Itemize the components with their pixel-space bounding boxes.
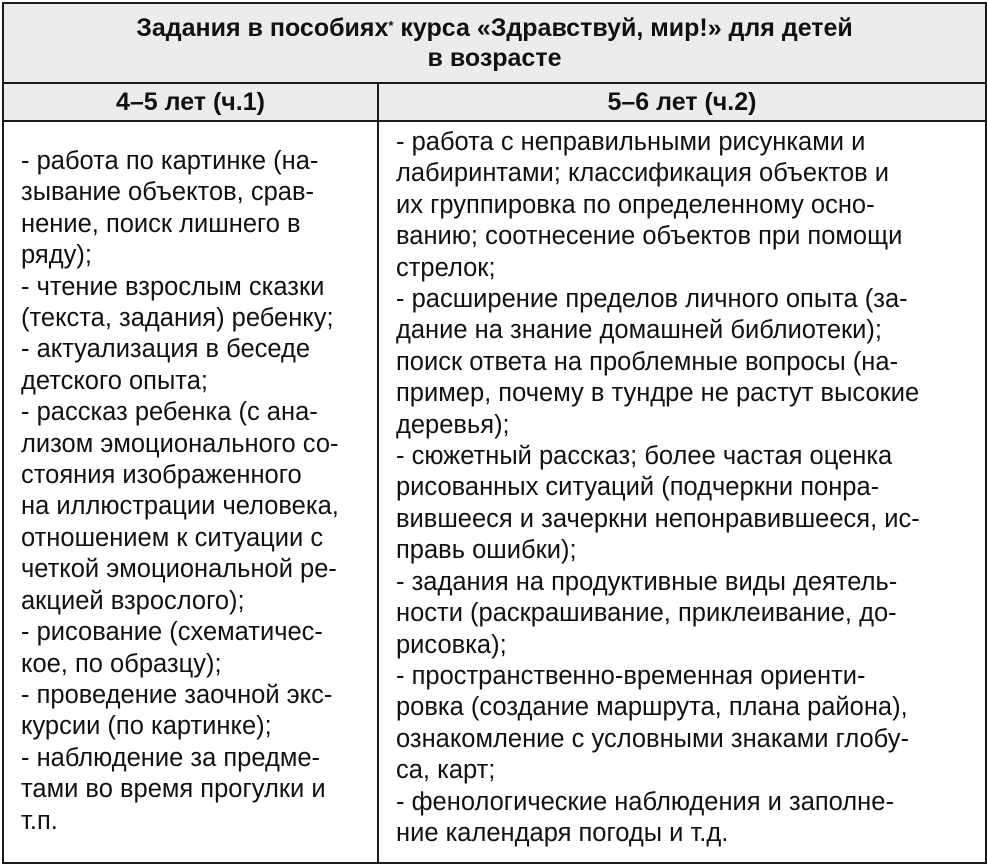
list-item: - чтение взрослым сказки (текста, задания) ребенку; bbox=[21, 272, 334, 333]
list-item: - фенологические наблюдения и заполне- ние календаря погоды и т.д. bbox=[396, 787, 894, 847]
list-item: - работа по картинке (на- зывание объектов, срав- нение, поиск лишнего в ряду); bbox=[21, 147, 319, 270]
list-item: - актуализация в беседе детского опыта; bbox=[21, 335, 311, 395]
list-item: - рассказ ребенка (с ана- лизом эмоционального со- стояния изображенного на иллюстрации человека, отношением к ситуации с четкой эмоциональной ре- акцией взрослого); bbox=[21, 398, 339, 615]
footnote-asterisk: * bbox=[388, 18, 394, 33]
list-item: - проведение заочной экс- курсии (по картинке); bbox=[21, 680, 333, 741]
list-item: - расширение пределов личного опыта (за- дание на знание домашней библиотеки); поиск ответа на проблемные вопросы (на- пример, почему в тундре не растут высокие деревья); bbox=[396, 285, 920, 439]
list-item: - задания на продуктивные виды деятель- ности (раскрашивание, приклеивание, до- рисовка); bbox=[396, 567, 898, 659]
title-text-start: Задания в пособиях bbox=[136, 14, 389, 42]
title-line-2: в возрасте bbox=[427, 44, 562, 72]
list-item: - рисование (схематичес- кое, по образцу); bbox=[21, 618, 323, 678]
list-item: - наблюдение за предме- тами во время прогулки и т.п. bbox=[21, 743, 326, 835]
list-item: - работа с неправильными рисунками и лабиринтами; классификация объектов и их группировка по определенному осно- ванию; соотнесение объектов при помощи стрелок; bbox=[396, 128, 903, 282]
column-header-5-6: 5–6 лет (ч.2) bbox=[378, 83, 986, 121]
table-title bbox=[3, 3, 986, 83]
column-header-row bbox=[3, 83, 986, 121]
table-title-row bbox=[3, 3, 986, 83]
list-item: - сюжетный рассказ; более частая оценка рисованных ситуаций (подчеркни понра- вившееся и зачеркни непонравившееся, ис- правь ошибки); bbox=[396, 442, 920, 565]
tasks-table bbox=[2, 2, 987, 864]
column-header-4-5: 4–5 лет (ч.1) bbox=[3, 83, 378, 121]
tasks-5-6-cell bbox=[378, 121, 986, 863]
title-line-1 bbox=[14, 13, 975, 43]
content-row bbox=[3, 121, 986, 863]
list-item: - пространственно-временная ориенти- ровка (создание маршрута, плана района), ознакомление с условными знаками глобу- са, карт; bbox=[396, 661, 909, 785]
tasks-4-5-cell bbox=[3, 121, 378, 863]
title-text-rest: курса «Здравствуй, мир!» для детей bbox=[393, 14, 853, 42]
